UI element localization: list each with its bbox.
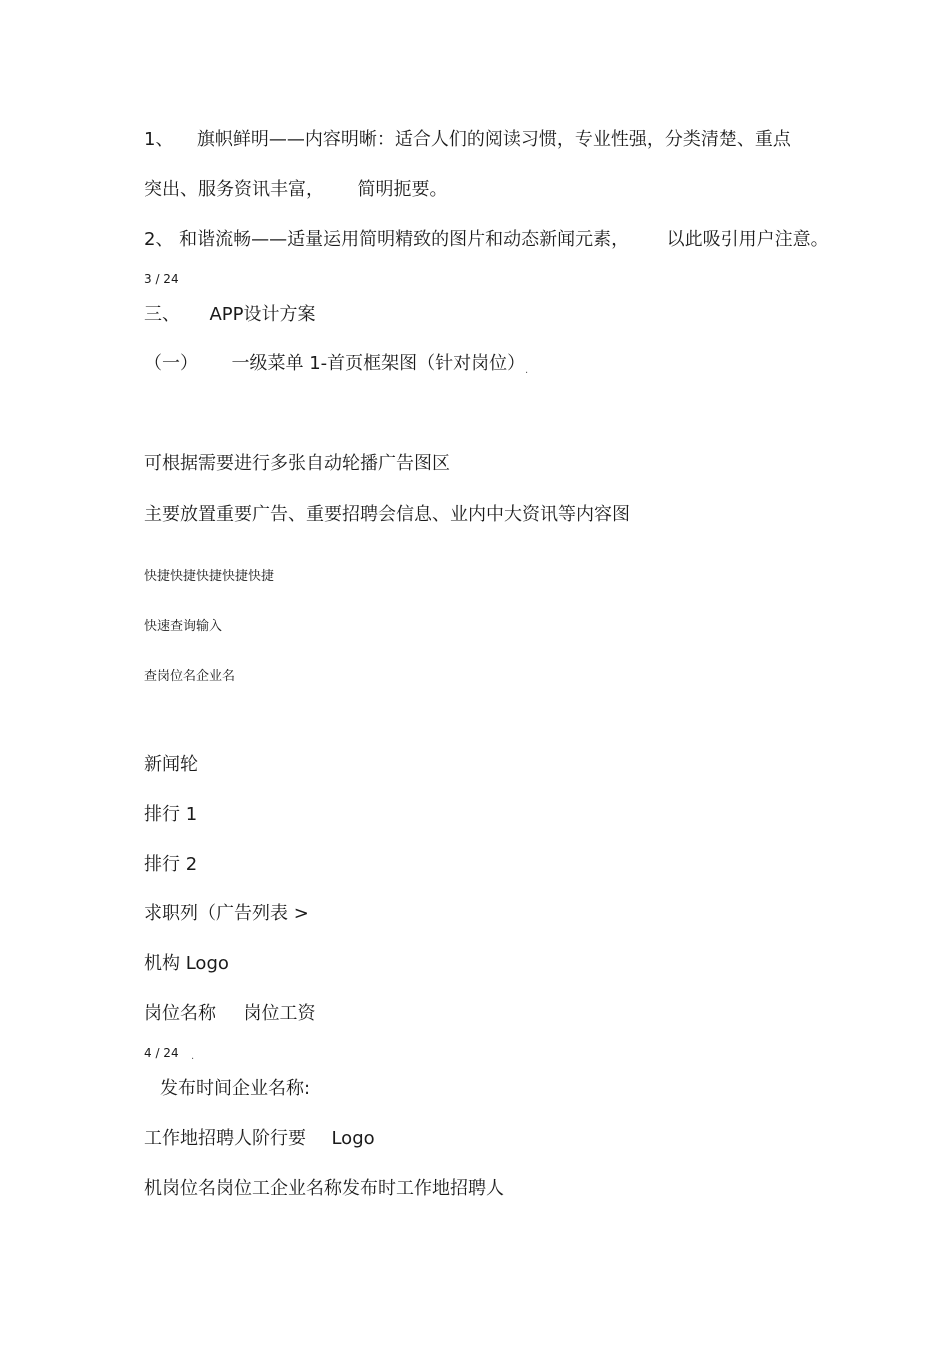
stray-dot-1: . [525,365,529,376]
search-options: 查岗位名企业名 [144,669,236,684]
rank-item-2: 排行 2 [144,854,198,875]
job-fields-row [144,1005,315,1023]
work-place-logo: Logo [331,1128,375,1149]
subsection-number: （一） [144,353,198,374]
publish-company-row: 发布时间企业名称: [160,1078,311,1099]
quick-search-label: 快速查询输入 [144,619,223,634]
list-text-2a: 2、 和谐流畅——适量运用简明精致的图片和动态新闻元素， [144,229,630,250]
list-item-2 [144,231,829,249]
section-title: APP设计方案 [209,304,316,325]
work-place-row [144,1130,375,1148]
mixed-fields-row: 机岗位名岗位工企业名称发布时工作地招聘人 [144,1178,504,1199]
shortcuts-row: 快捷快捷快捷快捷快捷 [144,569,275,584]
work-place-text: 工作地招聘人阶行要 [144,1128,306,1149]
carousel-description: 主要放置重要广告、重要招聘会信息、业内中大资讯等内容图 [144,504,630,525]
job-list-label: 求职列（广告列表 > [144,903,309,924]
subsection-heading-1 [144,355,525,373]
list-text-1-cont-a: 突出、服务资讯丰富， [144,179,324,200]
news-carousel-label: 新闻轮 [144,754,198,775]
carousel-note: 可根据需要进行多张自动轮播广告图区 [144,453,450,474]
list-number-1: 1、 [144,129,174,150]
list-text-1-cont-b: 简明扼要。 [357,179,448,200]
job-salary-label: 岗位工资 [243,1003,316,1024]
list-text-1: 旗帜鲜明——内容明晰：适合人们的阅读习惯，专业性强，分类清楚、重点 [196,129,791,150]
job-name-label: 岗位名称 [144,1003,216,1024]
page-number-4: 4 / 24 [144,1046,179,1060]
section-heading-3 [144,306,316,324]
list-text-2b: 以此吸引用户注意。 [666,229,829,250]
page-number-3: 3 / 24 [144,272,179,286]
subsection-title: 一级菜单 1-首页框架图（针对岗位） [231,353,526,374]
list-item-1-continuation [144,181,447,199]
list-item-1 [144,131,791,149]
rank-item-1: 排行 1 [144,804,198,825]
stray-dot-2: . [191,1051,195,1062]
section-number: 三、 [144,304,180,325]
org-logo-label: 机构 Logo [144,953,229,974]
